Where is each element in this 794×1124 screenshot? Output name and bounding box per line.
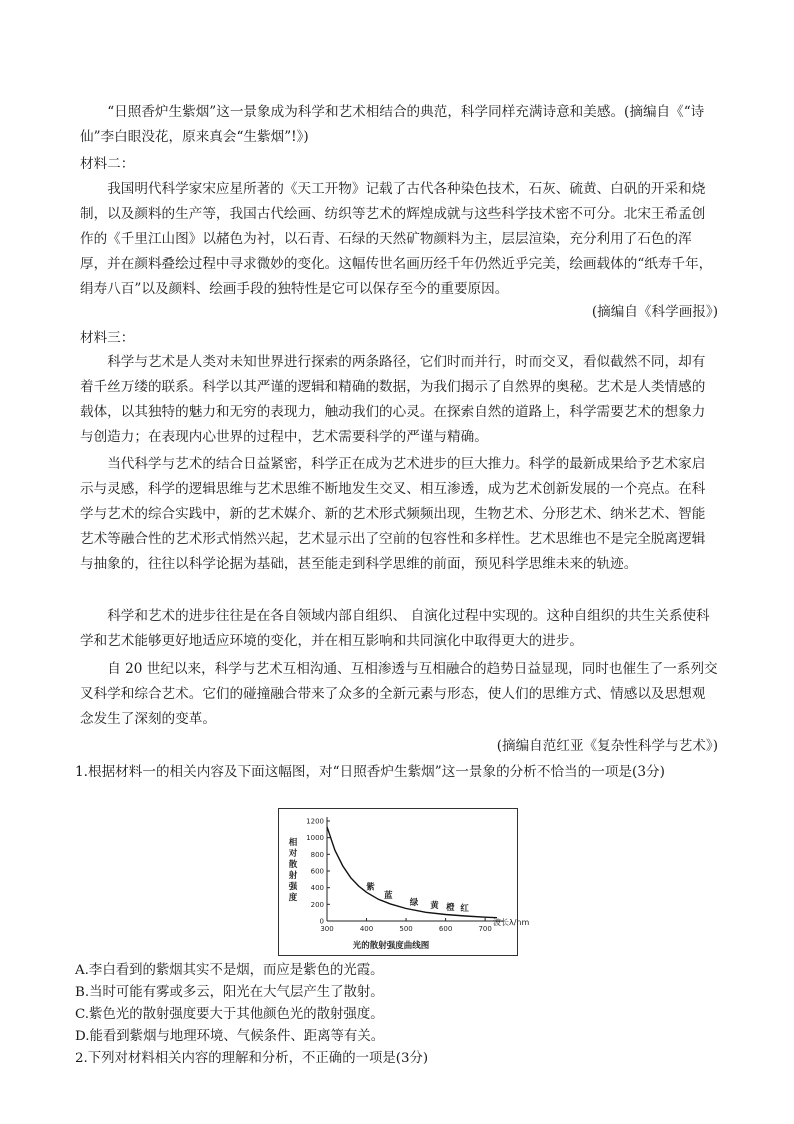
material-2-text: 我国明代科学家宋应星所著的《天工开物》记载了古代各种染色技术，石灰、硫黄、白矾的开采和烧制，以及颜料的生产等，我国古代绘画、纺织等艺术的辉煌成就与这些科学技术密不可分。北宋王希孟创作的《千里江山图》以赭色为衬，以石青、石绿的天然矿物颜料为主，层层渲染，充分利用了石色的浑厚，并在颜料叠绘过程中寻求微妙的变化。这幅传世名画历经千年仍然近乎完美，绘画载体的“纸寿千年，绢寿八百”以及颜料、绘画手段的独特性是它可以保存至今的重要原因。 [80,181,713,297]
y-tick-label: 400 [310,884,324,893]
chart-svg [279,809,530,955]
question-1-stem: 1.根据材料一的相关内容及下面这幅图，对“日照香炉生紫烟”这一景象的分析不恰当的一项是(3分) [75,764,665,780]
x-axis-label: 波长λ/nm [493,918,530,927]
material-3-paragraph-2: 当代科学与艺术的结合日益紧密，科学正在成为艺术进步的巨大推力。科学的最新成果给予艺术家启示与灵感，科学的逻辑思维与艺术思维不断地发生交叉、相互渗透，成为艺术创新发展的一个亮点。在科学与艺术的综合实践中，新的艺术媒介、新的艺术形式频频出现，生物艺术、分形艺术、纳米艺术、智能艺术等融合性的艺术形式悄然兴起，艺术显示出了空前的包容性和多样性。艺术思维也不是完全脱离逻辑与抽象的，往往以科学论据为基础，甚至能走到科学思维的前面，预见科学思维未来的轨迹。 [80,456,706,572]
option-b: B.当时可能有雾或多云，阳光在大气层产生了散射。 [75,985,384,1000]
material-3-source: (摘编自范红亚《复杂性科学与艺术》) [496,738,718,754]
option-d: D.能看到紫烟与地理环境、气候条件、距离等有关。 [75,1029,385,1044]
y-tick-label: 1200 [306,817,324,826]
color-label: 绿 [409,898,419,908]
y-tick-label: 1000 [306,834,324,843]
material-3-paragraph-3: 科学和艺术的进步往往是在各自领域内部自组织、 自演化过程中实现的。这种自组织的共生关系使科学和艺术能够更好地适应环境的变化，并在相互影响和共同演化中取得更大的进步。 [80,608,710,649]
material-3-paragraph-4: 自 20 世纪以来，科学与艺术互相沟通、互相渗透与互相融合的趋势日益显现，同时也催生了一系列交叉科学和综合艺术。它们的碰撞融合带来了众多的全新元素与形态，使人们的思维方式、情感以及思想观念发生了深刻的变革。 [80,661,718,727]
intro-paragraph: “日照香炉生紫烟”这一景象成为科学和艺术相结合的典范，科学同样充满诗意和美感。(摘编自《“诗仙”李白眼没花，原来真会“生紫烟”!》) [80,104,705,145]
x-tick-label: 600 [438,925,453,933]
option-c: C.紫色光的散射强度要大于其他颜色光的散射强度。 [75,1007,384,1022]
y-tick-label: 600 [310,867,324,876]
color-label: 黄 [430,901,439,912]
y-axis-label-char: 散 [288,860,298,870]
material-3-label: 材料三： [80,330,135,346]
question-2-stem: 2.下列对材料相关内容的理解和分析，不正确的一项是(3分) [75,1051,429,1066]
x-tick-label: 500 [399,925,413,933]
scattering-intensity-chart [278,808,530,956]
y-axis-label-char: 强 [288,882,298,892]
y-tick-label: 800 [310,850,324,859]
option-a: A.李白看到的紫烟其实不是烟，而应是紫色的光霞。 [75,963,384,978]
x-tick-label: 700 [478,925,492,933]
y-axis-label-char: 度 [288,893,298,903]
material-2-source: (摘编自《科学画报》) [591,304,718,320]
y-axis-label-char: 射 [288,871,298,881]
y-axis-label-char: 对 [288,849,298,859]
y-tick-label: 200 [310,900,324,909]
color-label: 红 [460,903,469,914]
y-tick-label: 0 [319,917,324,926]
color-label: 紫 [366,882,375,893]
color-label: 蓝 [384,891,393,902]
x-tick-label: 400 [359,925,374,933]
material-2-label: 材料二： [80,156,135,172]
chart-title: 光的散射强度曲线图 [352,941,430,951]
x-tick-label: 300 [320,925,334,933]
material-3-paragraph-1: 科学与艺术是人类对未知世界进行探索的两条路径，它们时而并行，时而交叉，看似截然不同，却有着千丝万缕的联系。科学以其严谨的逻辑和精确的数据，为我们揭示了自然界的奥秘。艺术是人类情感的载体，以其独特的魅力和无穷的表现力，触动我们的心灵。在探索自然的道路上，科学需要艺术的想象力与创造力；在表现内心世界的过程中，艺术需要科学的严谨与精确。 [80,354,706,445]
color-label: 橙 [446,902,455,913]
y-axis-label-char: 相 [288,838,298,848]
